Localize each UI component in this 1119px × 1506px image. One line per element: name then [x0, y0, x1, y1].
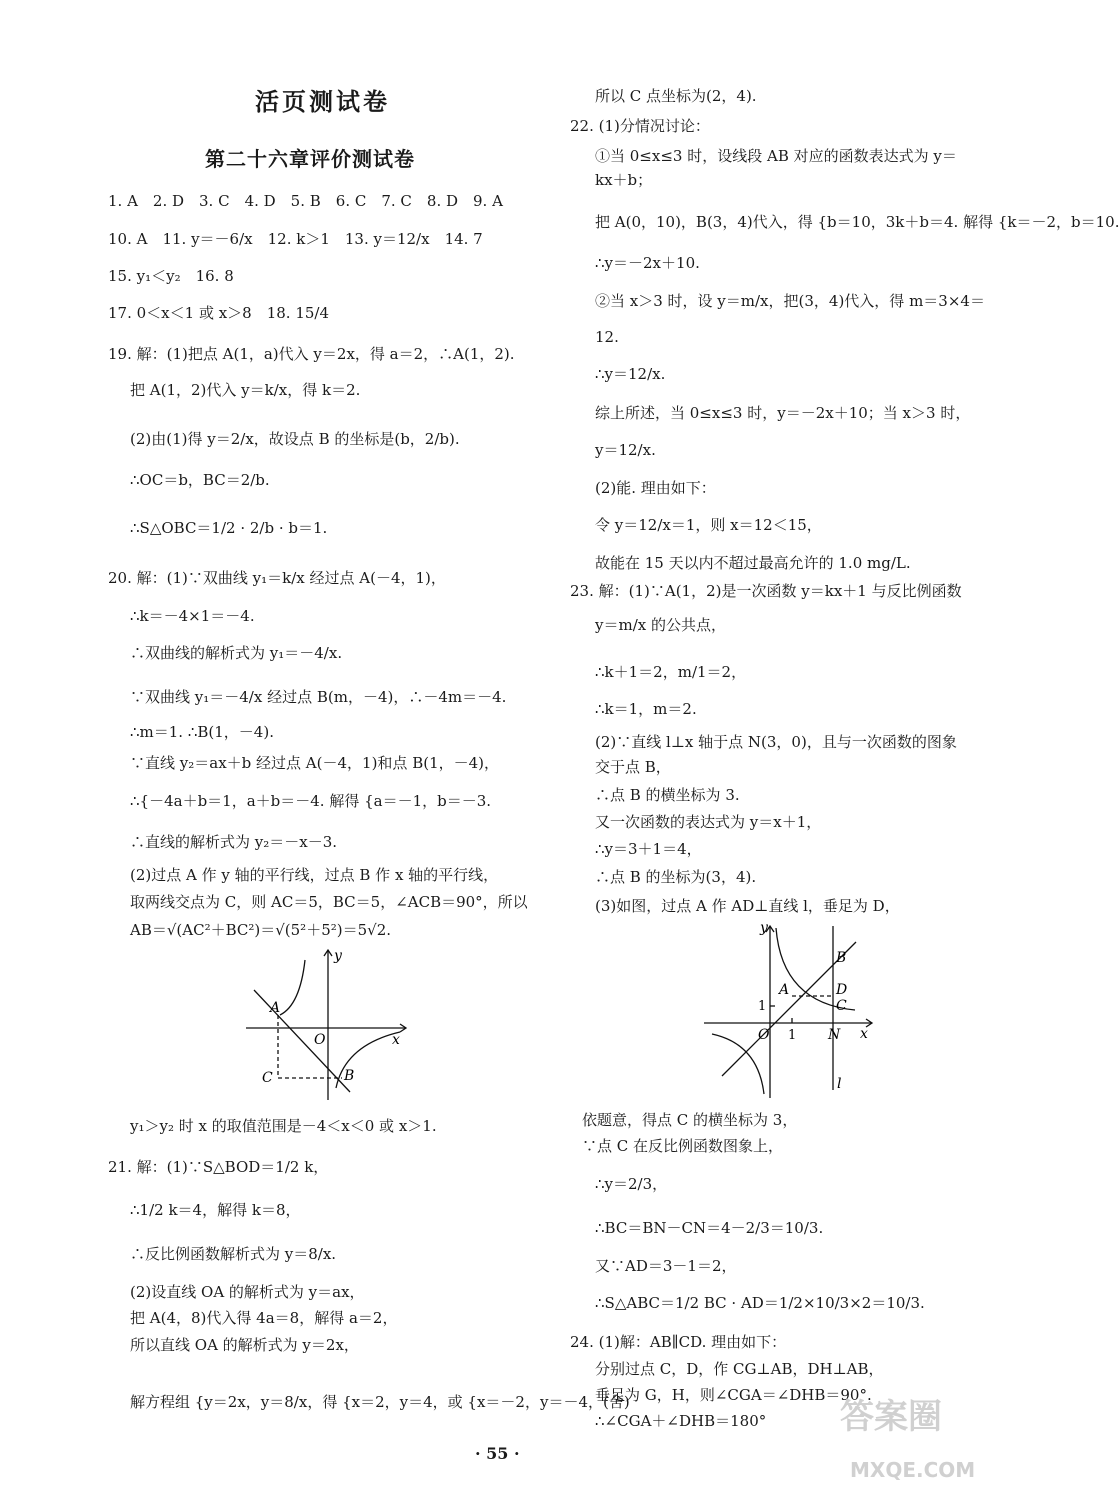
answer-line: y＝12/x. — [595, 441, 656, 459]
origin-label: O — [314, 1032, 326, 1048]
x-unit-label: 1 — [788, 1028, 797, 1043]
answer-line: (2)设直线 OA 的解析式为 y＝ax， — [130, 1283, 365, 1301]
answer-line: ∴m＝1. ∴B(1，－4). — [130, 723, 274, 741]
hyperbola-line-figure — [240, 940, 420, 1110]
page-number-value: 55 — [486, 1444, 509, 1463]
answer-line: ∴y＝2/3， — [595, 1175, 668, 1193]
answer-line: 把 A(1，2)代入 y＝k/x，得 k＝2. — [130, 381, 361, 399]
answer-line: 12. — [595, 328, 619, 346]
answer-line: y＝m/x 的公共点， — [595, 616, 726, 634]
answer-line: ∴OC＝b，BC＝2/b. — [130, 471, 270, 489]
answer-line: ∵点 C 在反比例函数图象上， — [582, 1137, 784, 1155]
answer-line: ∴1/2 k＝4，解得 k＝8， — [130, 1201, 301, 1219]
x-axis-label: x — [860, 1026, 868, 1042]
answer-line: ∴双曲线的解析式为 y₁＝－4/x. — [130, 644, 343, 662]
x-axis-label: x — [392, 1032, 400, 1048]
answer-line: (2)过点 A 作 y 轴的平行线，过点 B 作 x 轴的平行线， — [130, 866, 499, 884]
answer-line: 垂足为 G，H，则∠CGA＝∠DHB＝90°. — [595, 1386, 872, 1404]
answer-line: 又一次函数的表达式为 y＝x＋1， — [595, 813, 822, 831]
point-n-label: N — [828, 1027, 841, 1043]
answer-line: ∴∠CGA＋∠DHB＝180° — [595, 1412, 767, 1430]
answer-line: 把 A(4，8)代入得 4a＝8，解得 a＝2， — [130, 1309, 398, 1327]
answer-line: 故能在 15 天以内不超过最高允许的 1.0 mg/L. — [595, 554, 911, 572]
y-axis-label: y — [334, 948, 342, 964]
answer-line: 24. (1)解：AB∥CD. 理由如下： — [570, 1333, 787, 1351]
answer-line: ∴BC＝BN－CN＝4－2/3＝10/3. — [595, 1219, 824, 1237]
answer-line: 依题意，得点 C 的横坐标为 3， — [582, 1111, 798, 1129]
answer-line: 17. 0＜x＜1 或 x＞8 18. 15/4 — [108, 304, 330, 322]
answer-line: ∴k＋1＝2，m/1＝2， — [595, 663, 747, 681]
answer-line: 20. 解：(1)∵双曲线 y₁＝k/x 经过点 A(－4，1)， — [108, 569, 446, 587]
answer-line: ①当 0≤x≤3 时，设线段 AB 对应的函数表达式为 y＝ — [595, 147, 957, 165]
answer-line: ∴{－4a＋b＝1，a＋b＝－4. 解得 {a＝－1，b＝－3. — [130, 792, 492, 810]
point-b-label: B — [344, 1068, 355, 1084]
answer-line: 交于点 B， — [595, 758, 671, 776]
y-unit-label: 1 — [758, 999, 767, 1014]
answer-line: 23. 解：(1)∵A(1，2)是一次函数 y＝kx＋1 与反比例函数 — [570, 582, 962, 600]
answer-line: 取两线交点为 C，则 AC＝5，BC＝5，∠ACB＝90°，所以 — [130, 893, 528, 911]
answer-line: 解方程组 {y＝2x，y＝8/x，得 {x＝2，y＝4，或 {x＝－2，y＝－4，(舍) — [130, 1393, 630, 1411]
point-a-label: A — [270, 1000, 281, 1016]
page-number: · 55 · — [475, 1444, 520, 1463]
answer-line: 所以直线 OA 的解析式为 y＝2x， — [130, 1336, 359, 1354]
answer-line: ∴y＝12/x. — [595, 365, 666, 383]
point-a-label: A — [779, 982, 790, 998]
answer-line: ∴点 B 的横坐标为 3. — [595, 786, 740, 804]
point-d-label: D — [836, 982, 848, 998]
answer-line: 把 A(0，10)，B(3，4)代入，得 {b＝10，3k＋b＝4. 解得 {k＝－2，b＝10. — [595, 213, 1119, 231]
function-graph-figure — [700, 918, 880, 1098]
answer-line: 分别过点 C，D，作 CG⊥AB，DH⊥AB， — [595, 1360, 884, 1378]
answer-line: ∵双曲线 y₁＝－4/x 经过点 B(m，－4)，∴－4m＝－4. — [130, 688, 507, 706]
answer-line: (2)∵直线 l⊥x 轴于点 N(3，0)，且与一次函数的图象 — [595, 733, 957, 751]
answer-line: ∴S△OBC＝1/2 · 2/b · b＝1. — [130, 519, 328, 537]
answer-line: 15. y₁＜y₂ 16. 8 — [108, 267, 234, 285]
answer-line: AB＝√(AC²＋BC²)＝√(5²＋5²)＝5√2. — [130, 921, 392, 939]
answer-line: ∴k＝1，m＝2. — [595, 700, 697, 718]
answer-line: (3)如图，过点 A 作 AD⊥直线 l，垂足为 D， — [595, 897, 900, 915]
answer-line: ∴k＝－4×1＝－4. — [130, 607, 255, 625]
chapter-title: 第二十六章评价测试卷 — [205, 147, 415, 171]
answer-line: (2)能. 理由如下： — [595, 479, 716, 497]
answer-line: kx＋b； — [595, 171, 653, 189]
answer-line: (2)由(1)得 y＝2/x，故设点 B 的坐标是(b，2/b). — [130, 430, 460, 448]
answer-line: 所以 C 点坐标为(2，4). — [595, 87, 757, 105]
line-l-label: l — [837, 1076, 842, 1092]
answer-line: 10. A 11. y＝－6/x 12. k＞1 13. y＝12/x 14. 7 — [108, 230, 483, 248]
answer-line: 21. 解：(1)∵S△BOD＝1/2 k， — [108, 1158, 329, 1176]
answer-line: 19. 解：(1)把点 A(1，a)代入 y＝2x，得 a＝2，∴A(1，2). — [108, 345, 515, 363]
answer-line: 1. A 2. D 3. C 4. D 5. B 6. C 7. C 8. D 9. A — [108, 192, 503, 210]
answer-line: 令 y＝12/x＝1，则 x＝12＜15， — [595, 516, 822, 534]
point-c-label: C — [836, 998, 847, 1014]
answer-line: 22. (1)分情况讨论： — [570, 117, 710, 135]
watermark-url: MXQE.COM — [850, 1458, 976, 1482]
answer-line: ∴y＝－2x＋10. — [595, 254, 700, 272]
answer-line: ∴点 B 的坐标为(3，4). — [595, 868, 757, 886]
page-title: 活页测试卷 — [255, 87, 390, 116]
answer-line: ∴直线的解析式为 y₂＝－x－3. — [130, 833, 338, 851]
point-c-label: C — [262, 1070, 273, 1086]
origin-label: O — [758, 1027, 770, 1043]
answer-line: ∴反比例函数解析式为 y＝8/x. — [130, 1245, 337, 1263]
answer-line: ∴S△ABC＝1/2 BC · AD＝1/2×10/3×2＝10/3. — [595, 1294, 925, 1312]
answer-line: ∵直线 y₂＝ax＋b 经过点 A(－4，1)和点 B(1，－4)， — [130, 754, 500, 772]
answer-line: ∴y＝3＋1＝4， — [595, 840, 702, 858]
answer-line: 综上所述，当 0≤x≤3 时，y＝－2x＋10；当 x＞3 时， — [595, 404, 971, 422]
answer-line: ②当 x＞3 时，设 y＝m/x，把(3，4)代入，得 m＝3×4＝ — [595, 292, 985, 310]
y-axis-label: y — [760, 920, 768, 936]
point-b-label: B — [836, 950, 847, 966]
watermark-logo: 答案圈 — [840, 1397, 942, 1437]
answer-line: 又∵AD＝3－1＝2， — [595, 1257, 737, 1275]
answer-line: y₁＞y₂ 时 x 的取值范围是－4＜x＜0 或 x＞1. — [130, 1117, 437, 1135]
